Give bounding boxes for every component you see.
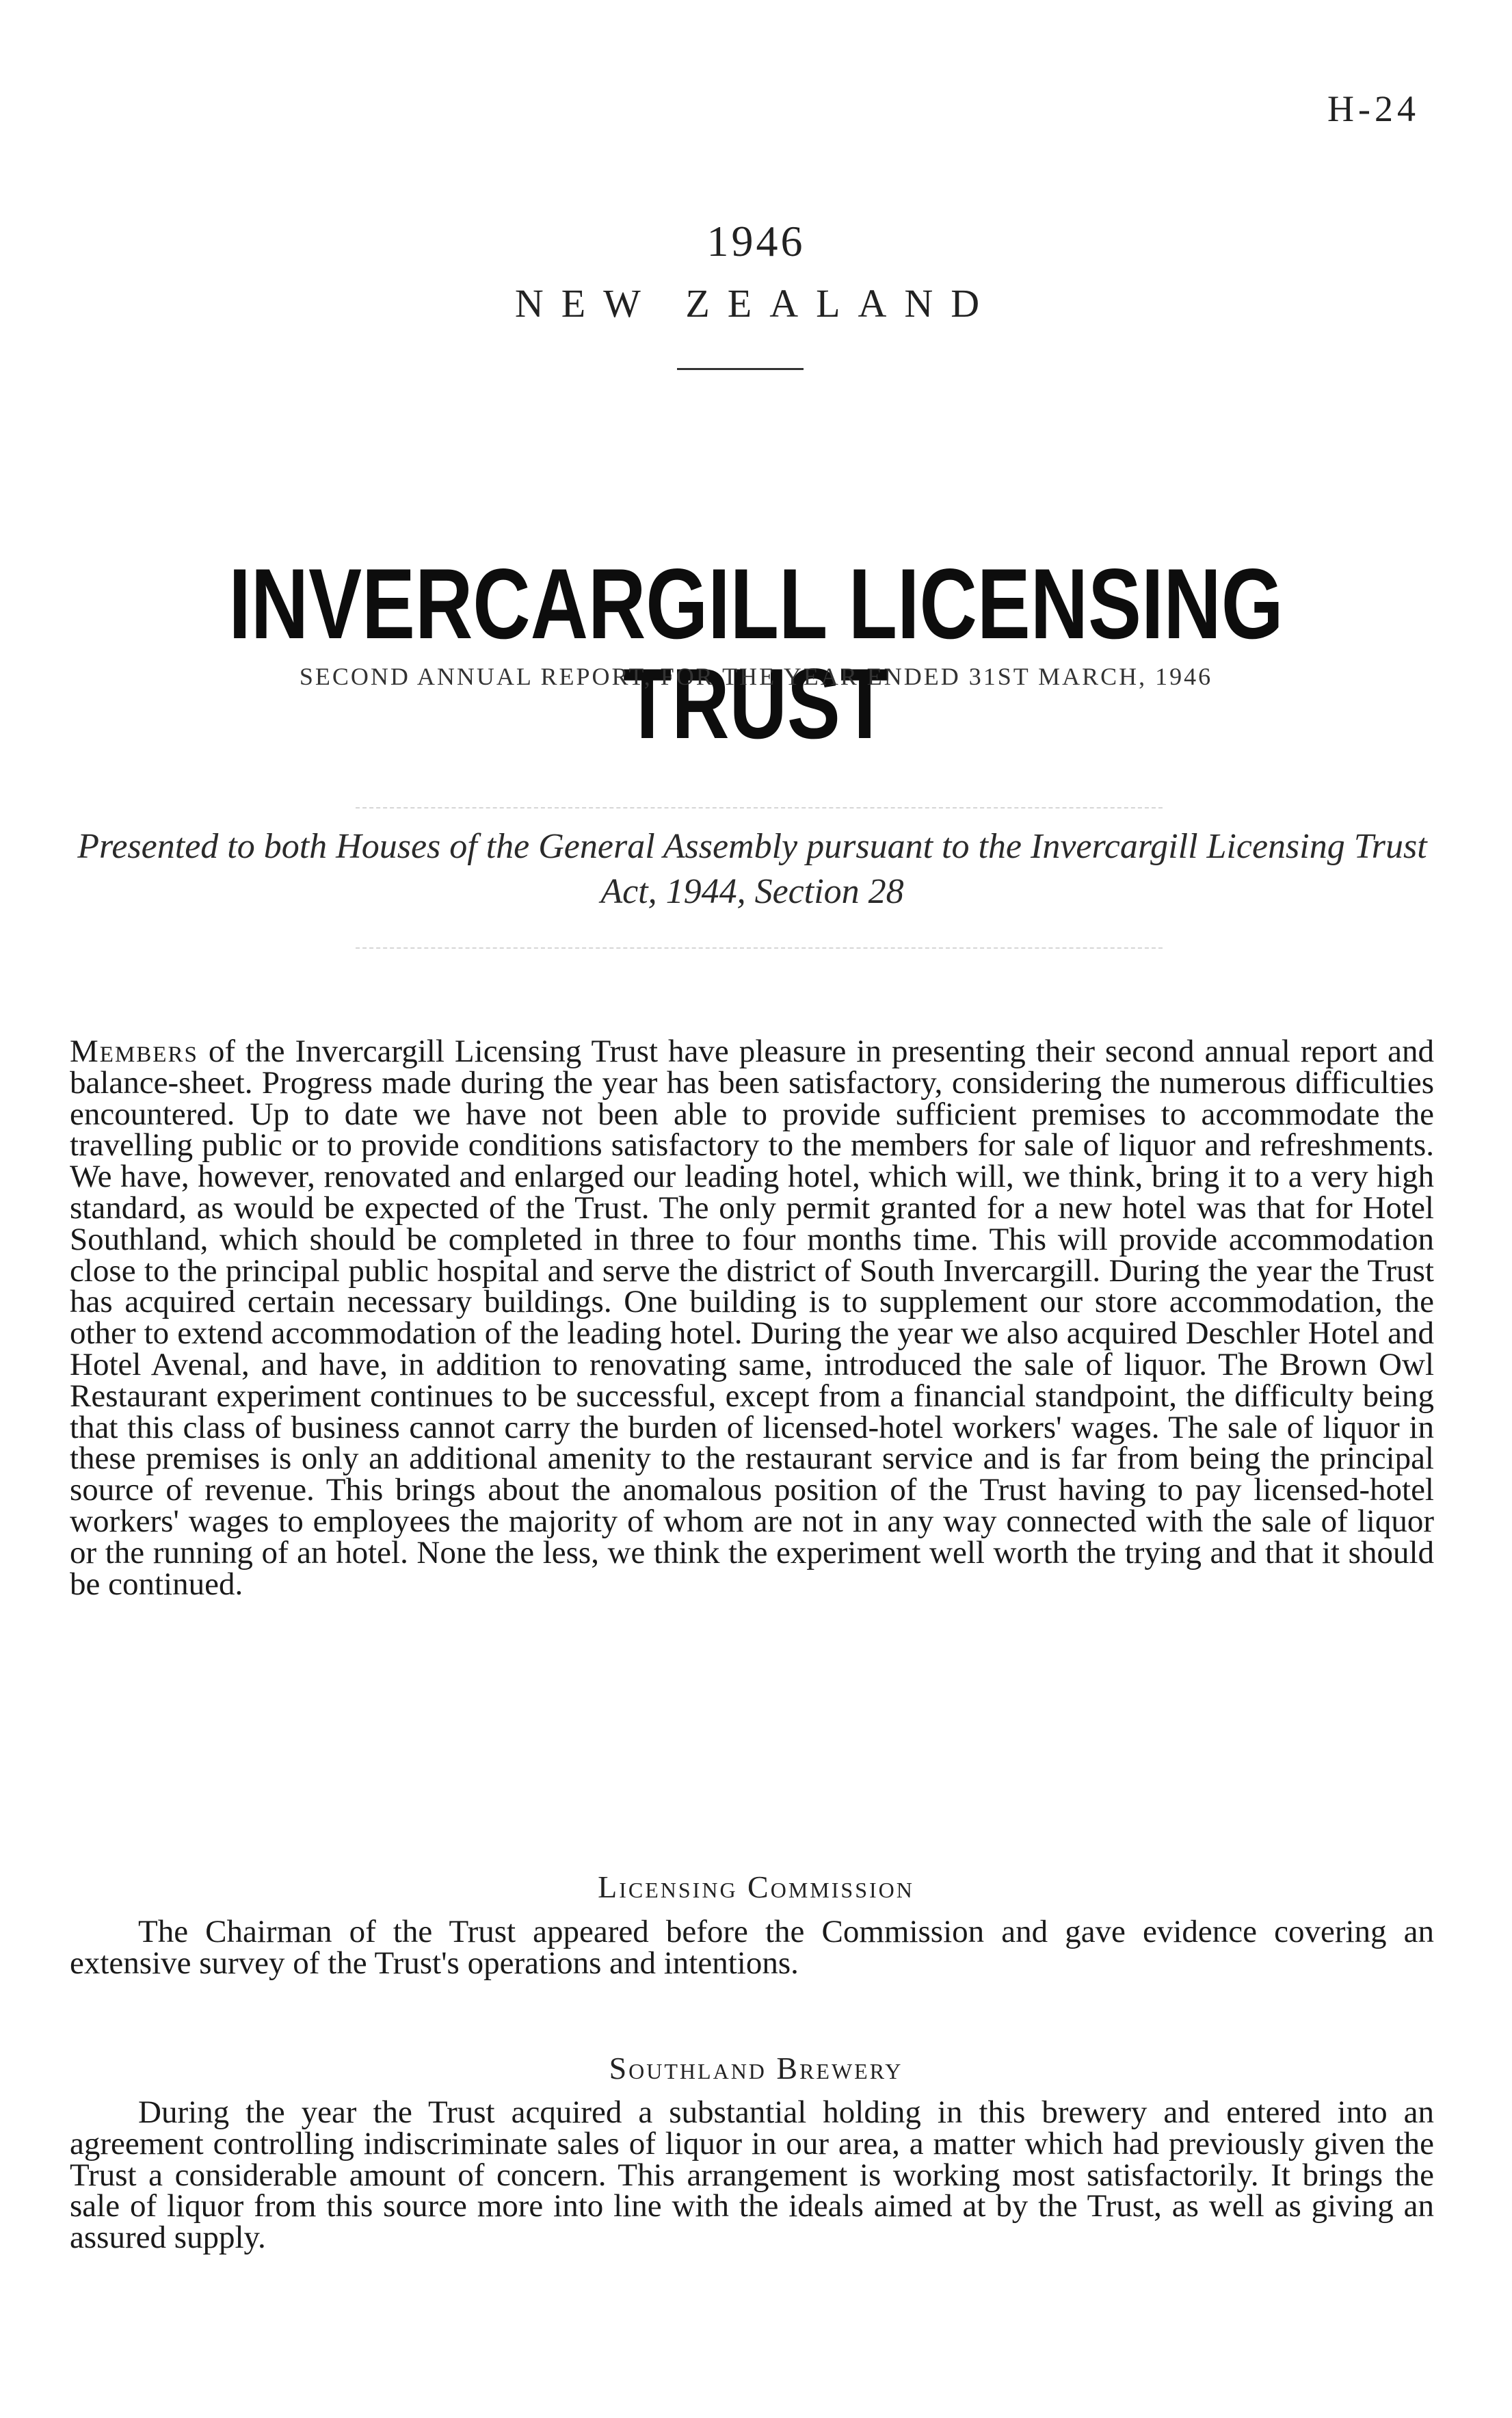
report-year: 1946 <box>706 217 806 265</box>
intro-paragraph <box>70 1036 1434 1600</box>
presented-note: Presented to both Houses of the General Assembly pursuant to the Invercargill Licensing Trust Act, 1944, Section 28 <box>77 827 1427 911</box>
country-name: NEW ZEALAND <box>514 281 998 326</box>
document-title: INVERCARGILL LICENSING TRUST <box>228 548 1284 759</box>
title-rule <box>677 368 804 370</box>
section-heading-southland-brewery: Southland Brewery <box>609 2051 903 2086</box>
page-number: H-24 <box>1327 88 1420 129</box>
divider-bottom <box>356 947 1163 950</box>
section-body-southland-brewery: During the year the Trust acquired a substantial holding in this brewery and entered into an agreement controlling indiscriminate sales of liquor in our area, a matter which had previously given the Trust a considerable amount of concern. This arrangement is working most satisfactorily. It brings the sale of liquor from this source more into line with the ideals aimed at by the Trust, as well as giving an assured supply. <box>70 2094 1434 2256</box>
section-body-licensing-commission: The Chairman of the Trust appeared before the Commission and gave evidence covering an extensive survey of the Trust's operations and intentions. <box>70 1914 1434 1981</box>
intro-lead-word: Members <box>70 1034 198 1069</box>
intro-body: of the Invercargill Licensing Trust have pleasure in presenting their second annual report and balance-sheet. Progress made during the year has been satisfactory, considering the numerous difficulties encountered. Up to date we have not been able to provide sufficient premises to accommodate the travelling public or to provide conditions satisfactory to the members for sale of liquor and refreshments. We have, however, renovated and enlarged our leading hotel, which will, we think, bring it to a very high standard, as would be expected of the Trust. The only permit granted for a new hotel was that for Hotel Southland, which should be completed in three to four months time. This will provide accommodation close to the principal public hospital and serve the district of South Invercargill. During the year the Trust has acquired certain necessary buildings. One building is to supplement our store accommodation, the other to extend accommodation of the leading hotel. During the year we also acquired Deschler Hotel and Hotel Avenal, and have, in addition to renovating same, introduced the sale of liquor. The Brown Owl Restaurant experiment continues to be successful, except from a financial standpoint, the difficulty being that this class of business cannot carry the burden of licensed-hotel workers' wages. The sale of liquor in these premises is only an additional amenity to the restaurant service and is far from being the principal source of revenue. This brings about the anomalous position of the Trust having to pay licensed-hotel workers' wages to employees the majority of whom are not in any way connected with the sale of liquor or the running of an hotel. None the less, we think the experiment well worth the trying and that it should be continued. <box>70 1034 1435 1602</box>
divider-top <box>356 807 1163 810</box>
document-subtitle: SECOND ANNUAL REPORT, FOR THE YEAR ENDED 31ST MARCH, 1946 <box>299 663 1213 690</box>
section-heading-licensing-commission: Licensing Commission <box>598 1869 914 1904</box>
